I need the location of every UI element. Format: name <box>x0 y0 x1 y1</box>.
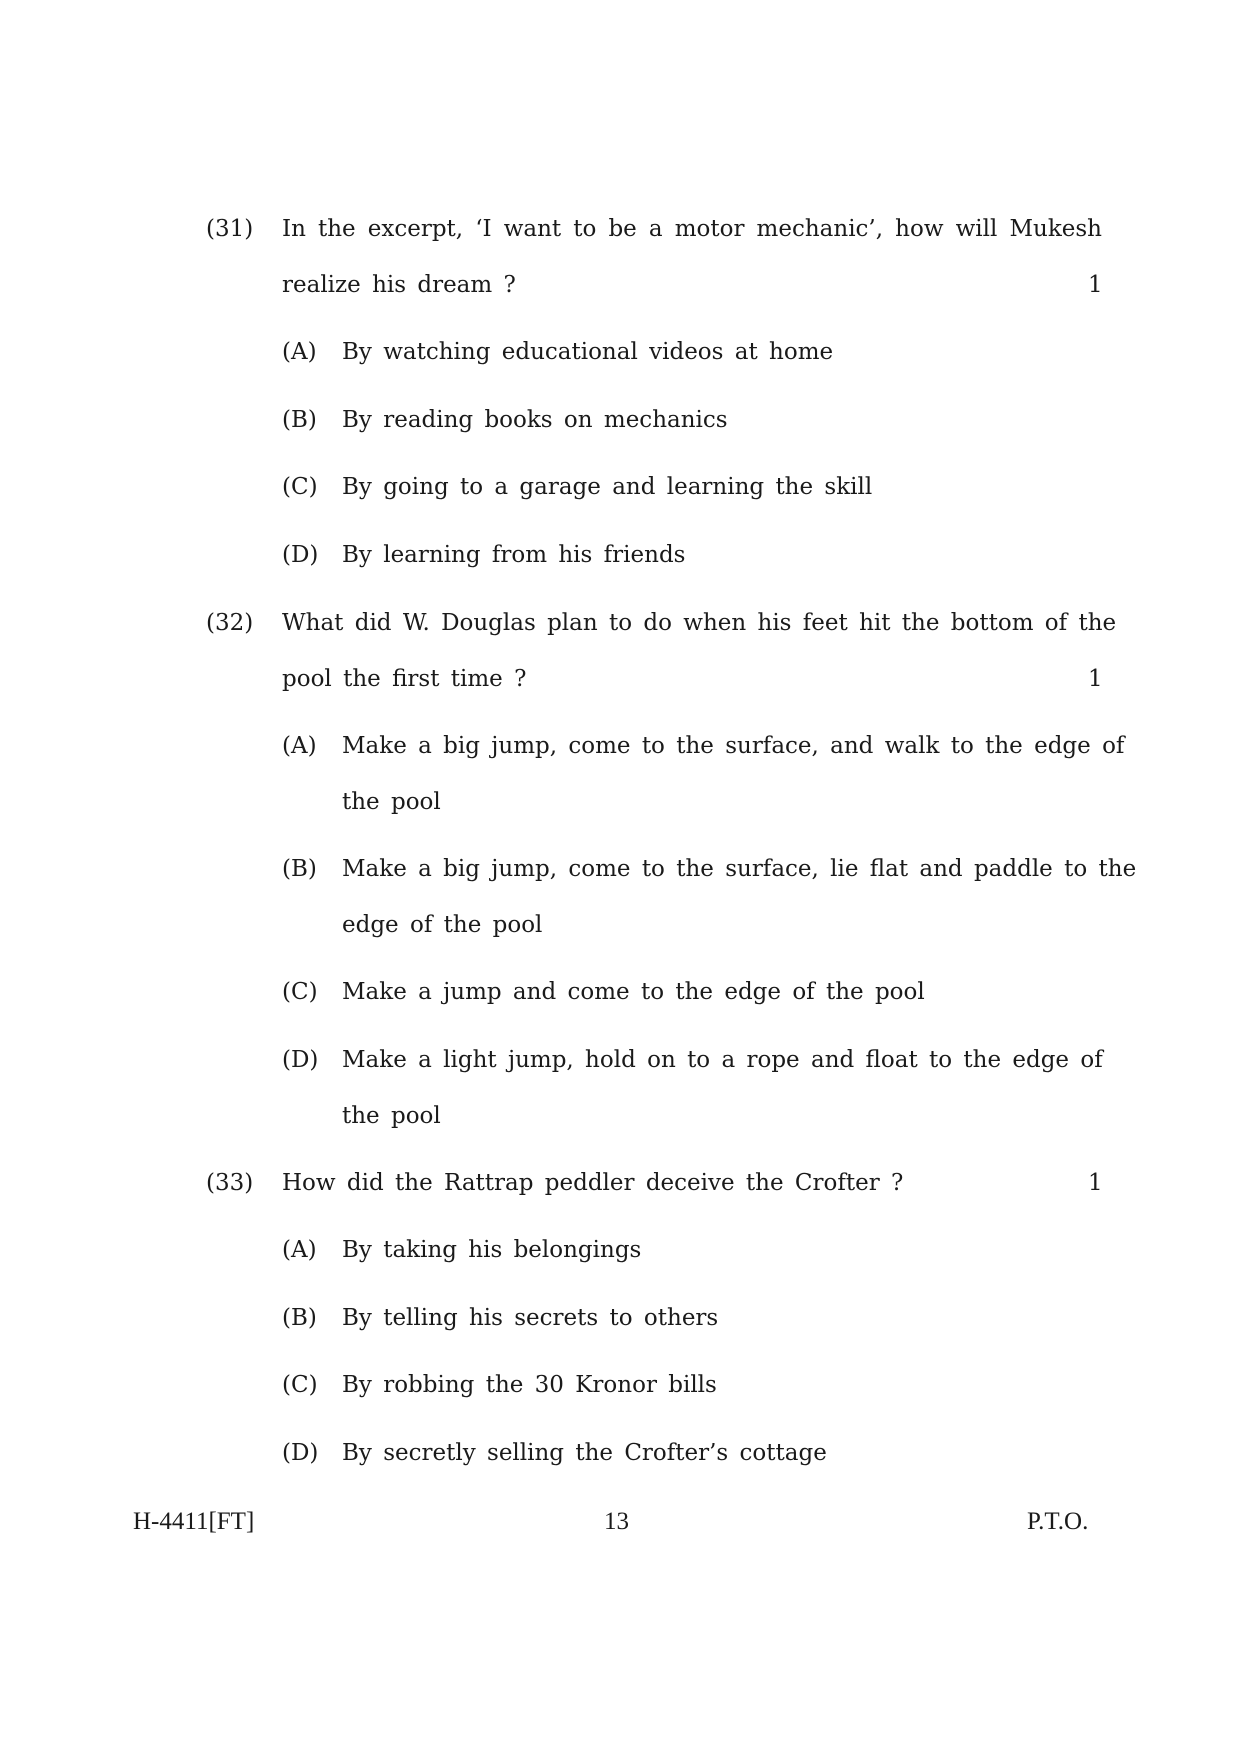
option-text: the pool <box>342 789 441 815</box>
question-text-line: realize his dream ? <box>282 272 516 298</box>
marks: 1 <box>1088 1170 1103 1196</box>
question-text-line: pool the first time ? <box>282 666 527 692</box>
option-text: By telling his secrets to others <box>342 1305 719 1331</box>
question-number: (31) <box>206 216 254 242</box>
option-text: Make a big jump, come to the surface, lie flat and paddle to the <box>342 856 1137 882</box>
option-text: Make a big jump, come to the surface, and walk to the edge of <box>342 733 1125 759</box>
option-label: (D) <box>282 1047 319 1073</box>
option-text: Make a light jump, hold on to a rope and float to the edge of <box>342 1047 1103 1073</box>
option-label: (A) <box>282 733 317 759</box>
option-label: (D) <box>282 542 319 568</box>
option-text: By reading books on mechanics <box>342 407 728 433</box>
marks: 1 <box>1088 272 1103 298</box>
option-label: (B) <box>282 1305 317 1331</box>
option-label: (A) <box>282 339 317 365</box>
option-text: Make a jump and come to the edge of the pool <box>342 979 925 1005</box>
option-label: (C) <box>282 1372 318 1398</box>
option-text: By taking his belongings <box>342 1237 642 1263</box>
question-text-line: What did W. Douglas plan to do when his feet hit the bottom of the <box>282 610 1117 636</box>
option-text: the pool <box>342 1103 441 1129</box>
question-number: (33) <box>206 1170 254 1196</box>
option-label: (C) <box>282 979 318 1005</box>
paper-code: H-4411[FT] <box>133 1508 255 1535</box>
option-text: By watching educational videos at home <box>342 339 834 365</box>
pto-label: P.T.O. <box>1027 1508 1089 1535</box>
option-text: By going to a garage and learning the skill <box>342 474 873 500</box>
option-label: (C) <box>282 474 318 500</box>
option-text: By robbing the 30 Kronor bills <box>342 1372 717 1398</box>
option-label: (B) <box>282 856 317 882</box>
option-label: (D) <box>282 1440 319 1466</box>
option-label: (B) <box>282 407 317 433</box>
page-number: 13 <box>604 1508 629 1535</box>
question-number: (32) <box>206 610 254 636</box>
option-text: By learning from his friends <box>342 542 686 568</box>
question-text-line: In the excerpt, ‘I want to be a motor mechanic’, how will Mukesh <box>282 216 1102 242</box>
option-label: (A) <box>282 1237 317 1263</box>
option-text: By secretly selling the Crofter’s cottage <box>342 1440 827 1466</box>
option-text: edge of the pool <box>342 912 543 938</box>
marks: 1 <box>1088 666 1103 692</box>
question-text-line: How did the Rattrap peddler deceive the Crofter ? <box>282 1170 904 1196</box>
